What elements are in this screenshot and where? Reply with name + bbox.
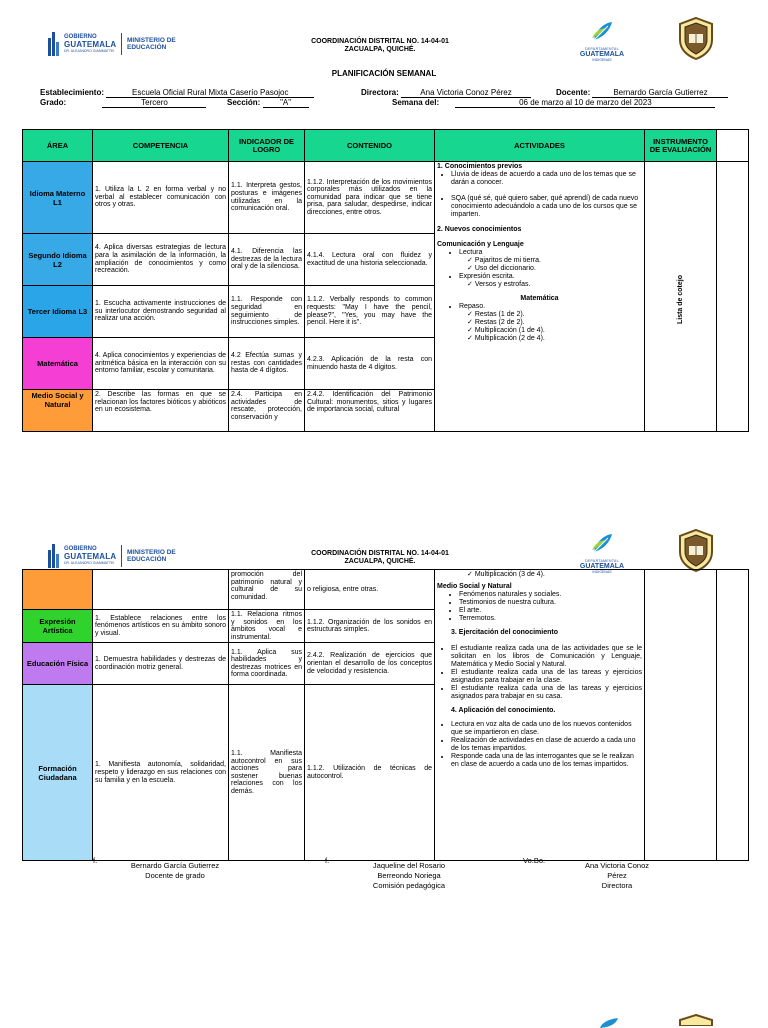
competencia-cell: 4. Aplica diversas estrategias de lectura para la asimilación de la información, la ampliación de conocimientos y como recreación. bbox=[93, 234, 229, 286]
school-seal-icon bbox=[676, 16, 716, 60]
establecimiento-value: Escuela Oficial Rural Mixta Caserío Pasojoc bbox=[106, 88, 314, 98]
signature-2-prefix: f. bbox=[325, 856, 330, 865]
list-item: • Repaso. bbox=[459, 303, 642, 311]
contenido-cell: 2.4.2. Realización de ejercicios que orientan el desarrollo de los conceptos de velocidad y resistencia. bbox=[305, 643, 435, 685]
competencia-cell: 1. Manifiesta autonomía, solidaridad, respeto y liderazgo en sus relaciones con su familia y en la escuela. bbox=[93, 685, 229, 861]
competencia-cell: 4. Aplica conocimientos y experiencias de aritmética básica en la interacción con su entorno familiar, escolar y comunitaria. bbox=[93, 338, 229, 390]
indicador-cell: 1.1. Manifiesta autocontrol en sus acciones para sostener buenas relaciones con los demás. bbox=[229, 685, 305, 861]
instrumento-cell: Lista de cotejo bbox=[645, 162, 717, 432]
actividades-cell: 1. Conocimientos previos • Lluvia de ideas de acuerdo a cada uno de los temas que se darán a conocer. • SQA (qué sé, qué quiero saber, qué aprendí) de cada nuevo conocimiento adecuándolo a cada uno de los cursos que se imparten. 2. Nuevos conocimientos Comunicación y Lenguaje • Lectura ✓ Pajaritos de mi tierra. ✓ Uso del diccionario. • Expresión escrita. ✓ Versos y estrofas. Matemática • Repaso. ✓ Restas (1 de 2). ✓ Restas (2 de 2). ✓ Multiplicación (1 de 4). ✓ Multiplicación (2 de 4). bbox=[435, 162, 645, 432]
contenido-cell: 1.1.2. Organización de los sonidos en estructuras simples. bbox=[305, 610, 435, 643]
table-row bbox=[23, 162, 749, 234]
list-item: ✓ Pajaritos de mi tierra. bbox=[467, 257, 642, 265]
list-item: • El estudiante realiza cada una de las tareas y ejercicios asignados para trabajar en su casa. bbox=[451, 685, 642, 701]
contenido-cell: 1.1.2. Utilización de técnicas de autocontrol. bbox=[305, 685, 435, 861]
area-cell: Educación Física bbox=[23, 643, 93, 685]
area-cell: Idioma Materno L1 bbox=[23, 162, 93, 234]
list-item: ✓ Multiplicación (1 de 4). bbox=[467, 327, 642, 335]
list-item: • El estudiante realiza cada una de las actividades que se le solicitan en los libros de Comunicación y Lenguaje, Matemática y Medio Social y Natural. bbox=[451, 645, 642, 669]
blank-cell bbox=[717, 570, 749, 861]
departamental-logo: DEPARTAMENTAL GUATEMALA INDIGENAS bbox=[576, 532, 628, 574]
logo-educacion-text: EDUCACIÓN bbox=[127, 44, 167, 51]
indicador-cell: 1.1. Relaciona ritmos y sonidos en los ámbitos vocal e instrumental. bbox=[229, 610, 305, 643]
leaf-icon bbox=[590, 20, 614, 42]
area-cell: Matemática bbox=[23, 338, 93, 390]
area-cell: Tercer Idioma L3 bbox=[23, 286, 93, 338]
header-contenido: CONTENIDO bbox=[305, 130, 435, 162]
list-item: • El estudiante realiza cada una de las tareas y ejercicios asignados para trabajar en la clase. bbox=[451, 669, 642, 685]
list-item: • Realización de actividades en clase de acuerdo a cada uno de los temas impartidos. bbox=[451, 737, 642, 753]
grado-value: Tercero bbox=[102, 98, 206, 108]
header-blank bbox=[717, 130, 749, 162]
actividades-cell: ✓ Multiplicación (3 de 4). Medio Social y Natural • Fenómenos naturales y sociales. • Testimonios de nuestra cultura. • El arte. • Terremotos. 3. Ejercitación del conocimiento • El estudiante realiza cada una de las actividades que se le solicitan en los libros de Comunicación y Lenguaje, Matemática y Medio Social y Natural. • El estudiante realiza cada una de las tareas y ejercicios asignados para trabajar en la clase. • El estudiante realiza cada una de las tareas y ejercicios asignados para trabajar en su casa. 4. Aplicación del conocimiento. • Lectura en voz alta de cada uno de los nuevos contenidos que se impartieron en clase. • Realización de actividades en clase de acuerdo a cada uno de los temas impartidos. • Responde cada una de las interrogantes que se le realizan en clase de acuerdo a cada uno de los temas impartidos. bbox=[435, 570, 645, 861]
area-cell: Expresión Artística bbox=[23, 610, 93, 643]
list-item: • SQA (qué sé, qué quiero saber, qué aprendí) de cada nuevo conocimiento adecuándolo a cada uno de los cursos que se imparten. bbox=[451, 195, 642, 219]
contenido-cell: 2.4.2. Identificación del Patrimonio Cultural: monumentos, sitios y lugares de importancia social, cultural bbox=[305, 390, 435, 432]
semana-field: Semana del: 06 de marzo al 10 de marzo del 2023 bbox=[392, 98, 715, 108]
docente-field: Docente: Bernardo García Gutierrez bbox=[556, 88, 728, 98]
leaf-icon bbox=[596, 1018, 620, 1028]
contenido-cell: 4.1.4. Lectura oral con fluidez y exactitud de una historia seleccionada. bbox=[305, 234, 435, 286]
list-item: • Responde cada una de las interrogantes que se le realizan en clase de acuerdo a cada uno de los temas impartidos. bbox=[451, 753, 642, 769]
list-item: ✓ Restas (1 de 2). bbox=[467, 311, 642, 319]
leaf-icon bbox=[590, 532, 614, 554]
contenido-cell: 4.2.3. Aplicación de la resta con minuendo hasta de 4 dígitos. bbox=[305, 338, 435, 390]
departamental-logo: DEPARTAMENTAL GUATEMALA INDIGENAS bbox=[576, 20, 628, 62]
instrumento-cell bbox=[645, 570, 717, 861]
indicador-cell: promoción del patrimonio natural y cultural de su comunidad. bbox=[229, 570, 305, 610]
competencia-cell bbox=[93, 570, 229, 610]
directora-value: Ana Victoria Conoz Pérez bbox=[401, 88, 531, 98]
competencia-cell: 1. Utiliza la L 2 en forma verbal y no verbal al establecer comunicación con otros y otras. bbox=[93, 162, 229, 234]
contenido-cell: 1.1.2. Interpretación de los movimientos corporales más utilizados en la comunidad para indicar que se tiene prisa, para saludar, despedirse, indicar direcciones, entre otros. bbox=[305, 162, 435, 234]
page-header bbox=[0, 512, 768, 576]
semana-value: 06 de marzo al 10 de marzo del 2023 bbox=[455, 98, 715, 108]
planning-table-page-1 bbox=[22, 129, 749, 432]
mineduc-emblem-icon bbox=[48, 544, 60, 568]
seccion-value: "A" bbox=[263, 98, 309, 108]
table-row bbox=[23, 570, 749, 610]
header-actividades: ACTIVIDADES bbox=[435, 130, 645, 162]
planning-table-page-2 bbox=[22, 569, 749, 861]
indicador-cell: 1.1. Responde con seguridad en seguimiento de instrucciones simples. bbox=[229, 286, 305, 338]
area-cell: Segundo Idioma L2 bbox=[23, 234, 93, 286]
list-item: ✓ Multiplicación (2 de 4). bbox=[467, 335, 642, 343]
page-3-header-partial bbox=[0, 1010, 768, 1024]
signature-directora: Ana Victoria Conoz Pérez Directora bbox=[556, 860, 678, 891]
area-cell: Formación Ciudadana bbox=[23, 685, 93, 861]
mineduc-logo bbox=[48, 30, 183, 58]
school-seal-icon bbox=[676, 1014, 716, 1026]
coordinacion-heading: COORDINACIÓN DISTRITAL NO. 14-04-01 ZACUALPA, QUICHÉ. bbox=[311, 38, 449, 53]
list-item: • Lectura en voz alta de cada uno de los nuevos contenidos que se impartieron en clase. bbox=[451, 721, 642, 737]
logo-divider bbox=[121, 545, 122, 567]
competencia-cell: 1. Establece relaciones entre los fenómenos artísticos en su ámbito sonoro y visual. bbox=[93, 610, 229, 643]
indicador-cell: 4.1. Diferencia las destrezas de la lectura oral y de la silenciosa. bbox=[229, 234, 305, 286]
competencia-cell: 1. Demuestra habilidades y destrezas de coordinación motriz general. bbox=[93, 643, 229, 685]
directora-field: Directora: Ana Victoria Conoz Pérez bbox=[361, 88, 531, 98]
list-item: • Testimonios de nuestra cultura. bbox=[459, 599, 642, 607]
logo-tagline-text: DR. ALEJANDRO GIAMMATTEI bbox=[64, 48, 115, 53]
blank-cell bbox=[717, 162, 749, 432]
list-item: • Expresión escrita. bbox=[459, 273, 642, 281]
indicador-cell: 4.2 Efectúa sumas y restas con cantidades hasta de 4 dígitos. bbox=[229, 338, 305, 390]
list-item: ✓ Versos y estrofas. bbox=[467, 281, 642, 289]
coordinacion-heading: COORDINACIÓN DISTRITAL NO. 14-04-01 ZACUALPA, QUICHÉ. bbox=[311, 550, 449, 565]
vobo-prefix: Vo.Bo. bbox=[523, 856, 546, 865]
logo-ministerio-text: MINISTERIO DE bbox=[127, 37, 176, 44]
list-item: ✓ Multiplicación (3 de 4). bbox=[467, 571, 642, 579]
mineduc-emblem-icon bbox=[48, 32, 60, 56]
area-cell bbox=[23, 570, 93, 610]
indicador-cell: 1.1. Aplica sus habilidades y destrezas motrices en forma coordinada. bbox=[229, 643, 305, 685]
indicador-cell: 2.4. Participa en actividades de rescate, protección, conservación y bbox=[229, 390, 305, 432]
school-seal-icon bbox=[676, 528, 716, 572]
header-competencia: COMPETENCIA bbox=[93, 130, 229, 162]
header-instrumento: INSTRUMENTO DE EVALUACIÓN bbox=[645, 130, 717, 162]
list-item: • Lluvia de ideas de acuerdo a cada uno de los temas que se darán a conocer. bbox=[451, 171, 642, 187]
logo-gobierno-text: GOBIERNO bbox=[64, 33, 97, 40]
seccion-field: Sección: "A" bbox=[227, 98, 309, 108]
logo-guatemala-text: GUATEMALA bbox=[64, 39, 117, 49]
competencia-cell: 1. Escucha activamente instrucciones de su interlocutor demostrando seguridad al realizar una acción. bbox=[93, 286, 229, 338]
header-area: ÁREA bbox=[23, 130, 93, 162]
indicador-cell: 1.1. Interpreta gestos, posturas e imágenes utilizadas en la comunicación oral. bbox=[229, 162, 305, 234]
signature-comision: Jaqueline del Rosario Berreondo Noriega Comisión pedagógica bbox=[333, 860, 485, 891]
mineduc-logo: GOBIERNO GUATEMALA DR. ALEJANDRO GIAMMATTEI MINISTERIO DE EDUCACIÓN bbox=[48, 542, 183, 570]
list-item: • El arte. bbox=[459, 607, 642, 615]
area-cell: Medio Social y Natural bbox=[23, 390, 93, 432]
list-item: ✓ Restas (2 de 2). bbox=[467, 319, 642, 327]
docente-value: Bernardo García Gutierrez bbox=[592, 88, 728, 98]
signature-1-prefix: f. bbox=[93, 856, 98, 865]
list-item: • Lectura bbox=[459, 249, 642, 257]
list-item: ✓ Uso del diccionario. bbox=[467, 265, 642, 273]
table-header-row bbox=[23, 130, 749, 162]
page-title: PLANIFICACIÓN SEMANAL bbox=[331, 69, 437, 78]
header-indicador: INDICADOR DE LOGRO bbox=[229, 130, 305, 162]
list-item: • Terremotos. bbox=[459, 615, 642, 623]
establecimiento-field: Establecimiento: Escuela Oficial Rural Mixta Caserío Pasojoc bbox=[40, 88, 314, 98]
logo-divider bbox=[121, 33, 122, 55]
grado-field: Grado: Tercero bbox=[40, 98, 206, 108]
list-item: • Fenómenos naturales y sociales. bbox=[459, 591, 642, 599]
page-1 bbox=[0, 0, 768, 460]
competencia-cell: 2. Describe las formas en que se relacionan los factores bióticos y abióticos en un ecosistema. bbox=[93, 390, 229, 432]
contenido-cell: o religiosa, entre otras. bbox=[305, 570, 435, 610]
page-header bbox=[0, 0, 768, 64]
contenido-cell: 1.1.2. Verbally responds to common requests: "May I have the pencil, please?", "Yes, you may have the pencil. Here it is". bbox=[305, 286, 435, 338]
signature-docente: Bernardo García Gutierrez Docente de grado bbox=[101, 860, 249, 881]
